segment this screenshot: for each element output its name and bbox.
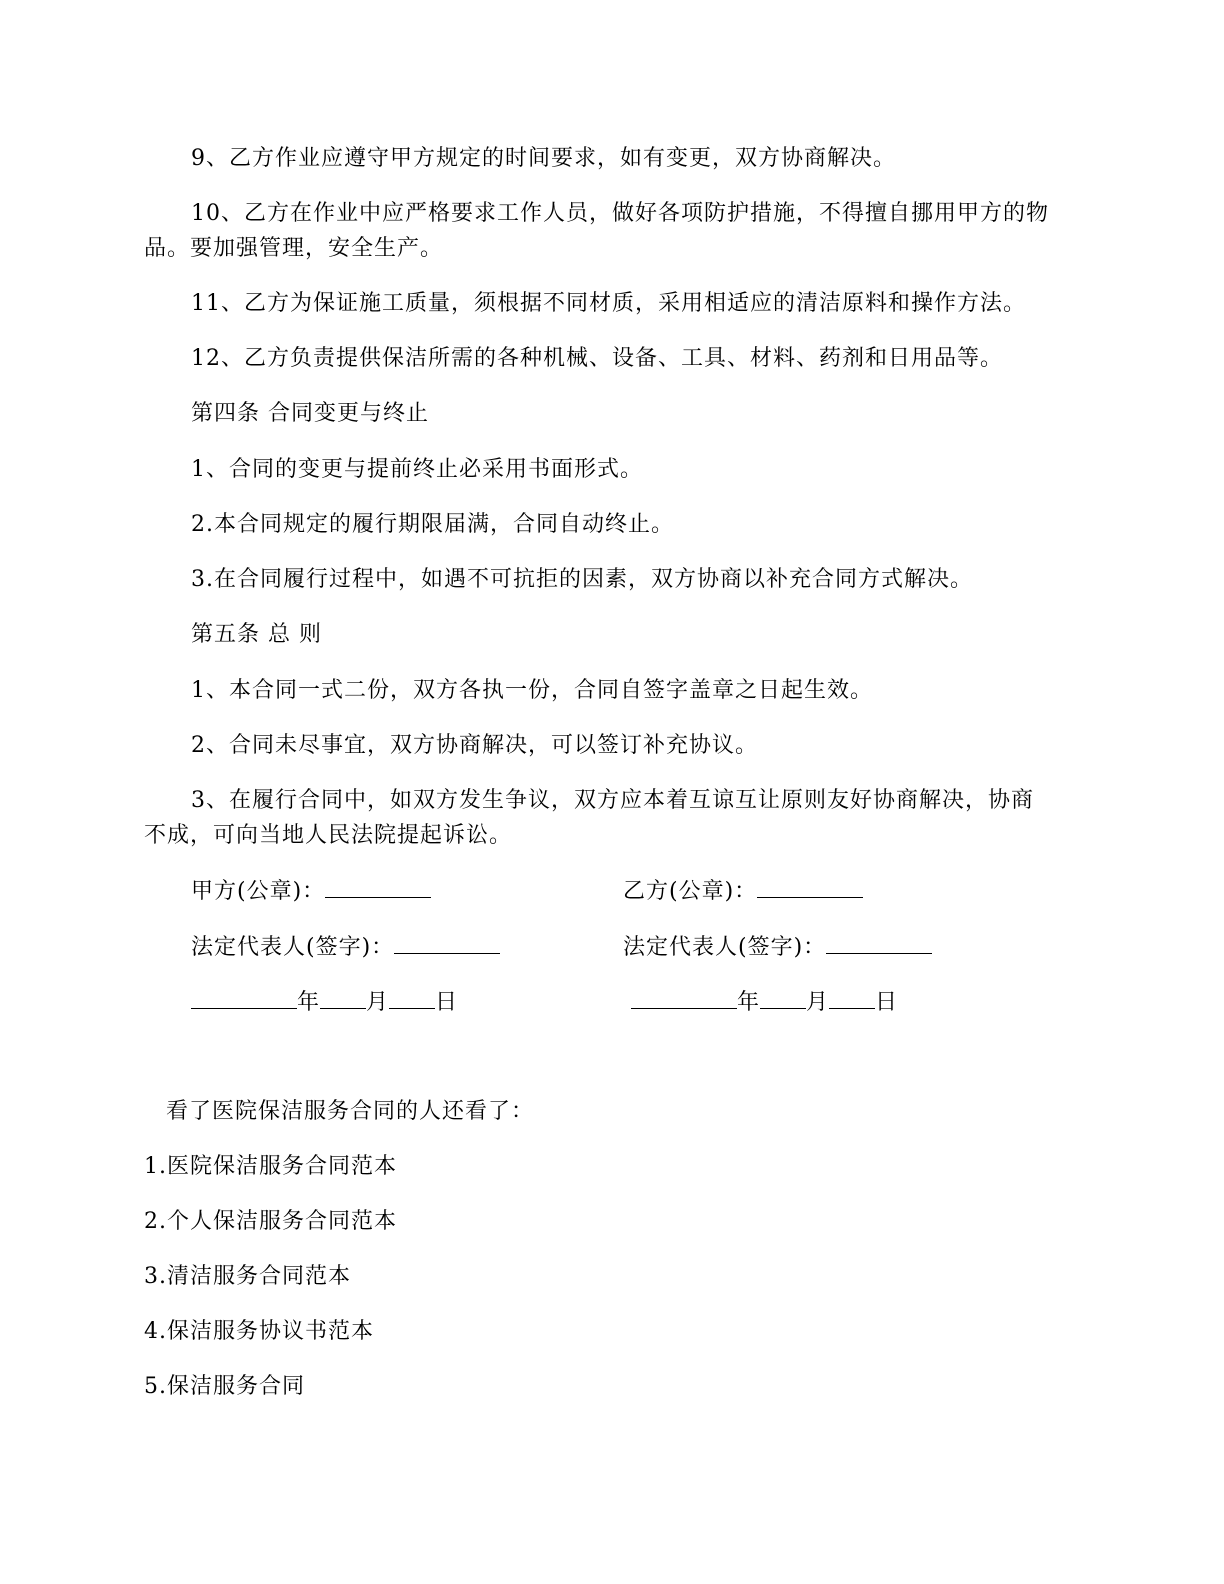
clause-11: 11、乙方为保证施工质量，须根据不同材质，采用相适应的清洁原料和操作方法。	[191, 291, 1026, 316]
clause-12: 12、乙方负责提供保洁所需的各种机械、设备、工具、材料、药剂和日用品等。	[191, 346, 1003, 371]
party-a-day-blank	[389, 988, 435, 1009]
party-a-year-blank	[191, 988, 297, 1009]
party-a-month-blank	[320, 988, 366, 1009]
party-b-legal-rep-blank	[826, 933, 932, 954]
related-heading: 看了医院保洁服务合同的人还看了：	[166, 1099, 535, 1124]
party-a-day-label: 日	[435, 990, 459, 1015]
party-b-date-line	[631, 988, 898, 1017]
article-5-item-3-line-2: 不成，可向当地人民法院提起诉讼。	[144, 823, 513, 848]
party-a-month-label: 月	[366, 990, 390, 1015]
party-b-legal-rep-label: 法定代表人(签字)：	[623, 935, 827, 960]
article-4-item-3: 3.在合同履行过程中，如遇不可抗拒的因素，双方协商以补充合同方式解决。	[191, 567, 973, 592]
related-link-2[interactable]: 2.个人保洁服务合同范本	[144, 1209, 397, 1234]
party-a-seal-blank	[325, 877, 431, 898]
party-b-seal-line	[623, 877, 863, 906]
party-b-year-label: 年	[737, 990, 761, 1015]
clause-9: 9、乙方作业应遵守甲方规定的时间要求，如有变更，双方协商解决。	[191, 146, 896, 171]
article-4-heading: 第四条 合同变更与终止	[191, 401, 429, 426]
related-link-3[interactable]: 3.清洁服务合同范本	[144, 1264, 351, 1289]
party-a-date-line	[191, 988, 458, 1017]
party-b-seal-blank	[757, 877, 863, 898]
party-a-legal-rep-label: 法定代表人(签字)：	[191, 935, 395, 960]
party-b-year-blank	[631, 988, 737, 1009]
party-b-legal-rep-line	[623, 933, 932, 962]
party-a-year-label: 年	[297, 990, 321, 1015]
party-a-label: 甲方(公章)：	[191, 879, 326, 904]
party-b-day-blank	[829, 988, 875, 1009]
article-4-item-2: 2.本合同规定的履行期限届满，合同自动终止。	[191, 512, 674, 537]
related-link-5[interactable]: 5.保洁服务合同	[144, 1374, 305, 1399]
related-link-1[interactable]: 1.医院保洁服务合同范本	[144, 1154, 397, 1179]
party-a-seal-line	[191, 877, 431, 906]
party-b-day-label: 日	[875, 990, 899, 1015]
party-b-label: 乙方(公章)：	[623, 879, 758, 904]
clause-10-line-1: 10、乙方在作业中应严格要求工作人员，做好各项防护措施，不得擅自挪用甲方的物	[191, 201, 1049, 226]
article-5-item-2: 2、合同未尽事宜，双方协商解决，可以签订补充协议。	[191, 733, 758, 758]
article-5-item-1: 1、本合同一式二份，双方各执一份，合同自签字盖章之日起生效。	[191, 678, 873, 703]
article-5-heading: 第五条 总 则	[191, 622, 322, 647]
party-a-legal-rep-line	[191, 933, 500, 962]
article-4-item-1: 1、合同的变更与提前终止必采用书面形式。	[191, 457, 643, 482]
clause-10-line-2: 品。要加强管理，安全生产。	[144, 236, 444, 261]
party-a-legal-rep-blank	[394, 933, 500, 954]
party-b-month-label: 月	[806, 990, 830, 1015]
party-b-month-blank	[760, 988, 806, 1009]
article-5-item-3-line-1: 3、在履行合同中，如双方发生争议，双方应本着互谅互让原则友好协商解决，协商	[191, 788, 1034, 813]
related-link-4[interactable]: 4.保洁服务协议书范本	[144, 1319, 374, 1344]
